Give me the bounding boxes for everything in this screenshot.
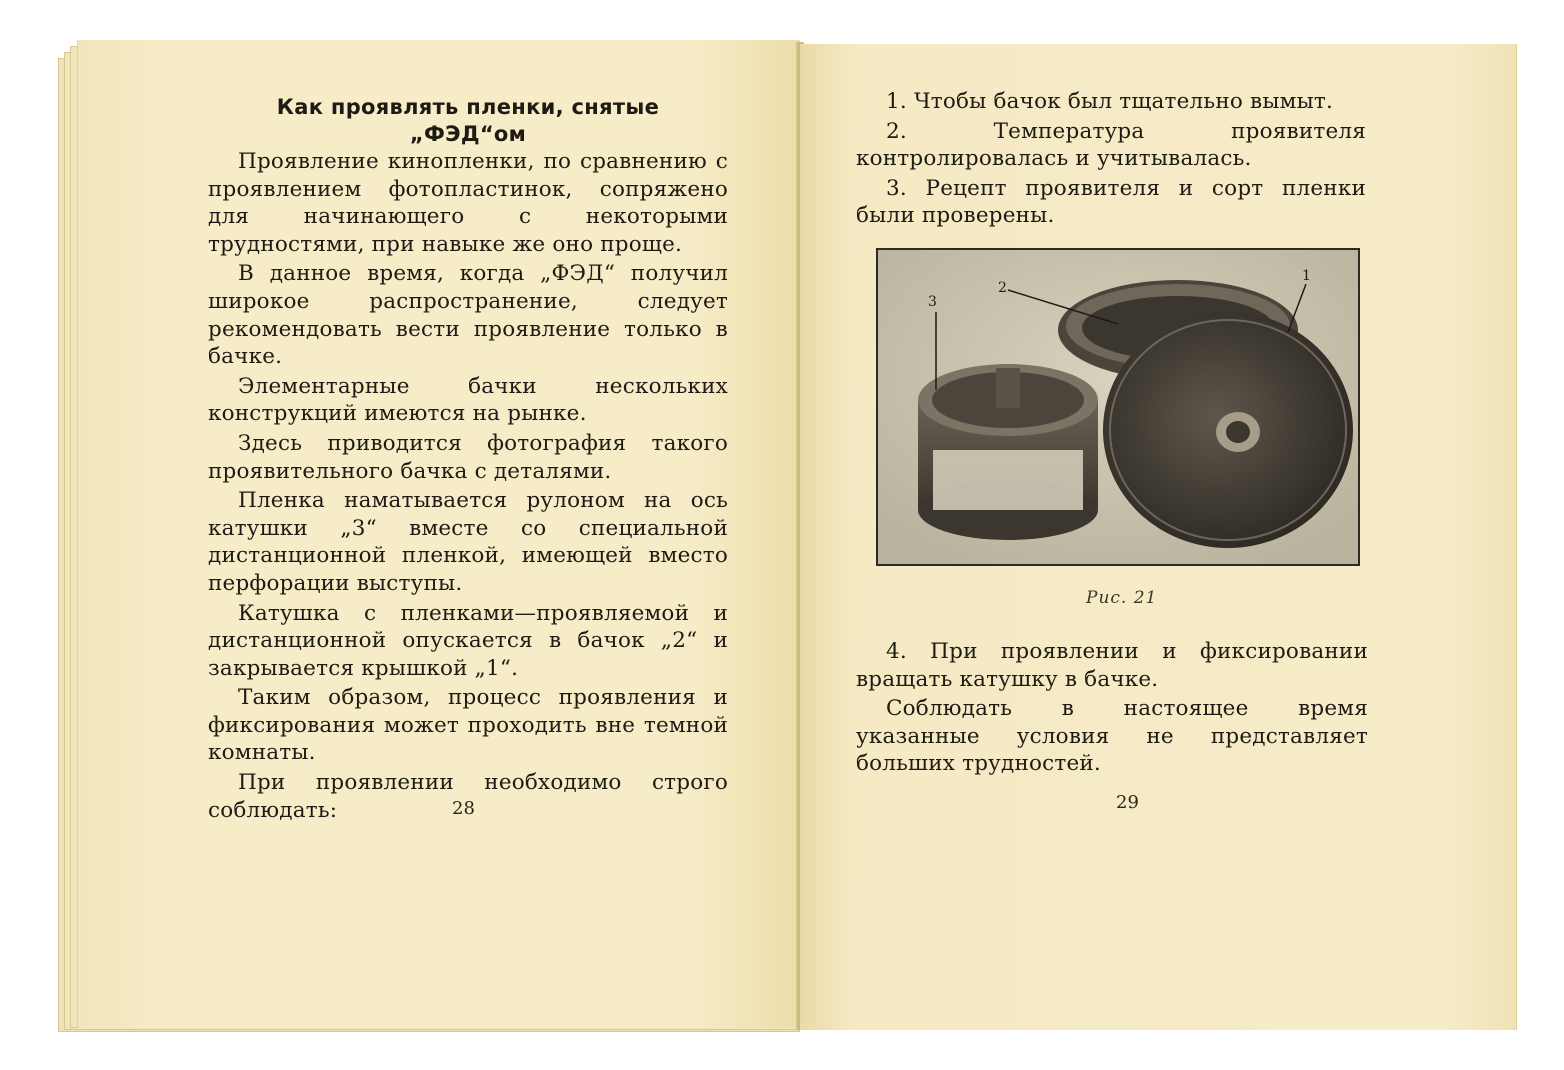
- right-page: [800, 44, 1516, 1030]
- right-page-lower-text: [856, 638, 1368, 780]
- paragraph: Проявление кинопленки, по сравнению с проявлением фотопластинок, сопряжено для начинающего с некоторыми трудностями, при навыке же оно проще.: [208, 149, 728, 257]
- right-page-list: [856, 88, 1366, 232]
- paragraph: В данное время, когда „ФЭД“ получил широкое распространение, следует рекомендовать вести проявление только в бачке.: [208, 261, 728, 370]
- developing-tank-image: [878, 250, 1358, 564]
- figure-label-2: 2: [998, 280, 1007, 296]
- paragraph: Соблюдать в настоящее время указанные условия не представляет больших трудностей.: [856, 696, 1368, 777]
- paragraph: Элементарные бачки нескольких конструкций имеются на рынке.: [208, 373, 728, 427]
- paragraph: Катушка с пленками—проявляемой и дистанционной опускается в бачок „2“ и закрывается крышкой „1“.: [208, 600, 728, 681]
- paragraph: При проявлении необходимо строго соблюдать:: [208, 770, 728, 823]
- list-item: 1. Чтобы бачок был тщательно вымыт.: [886, 89, 1334, 114]
- figure-photo: [876, 248, 1360, 566]
- title-line-2: „ФЭД“ом: [409, 122, 527, 146]
- figure-label-1: 1: [1302, 268, 1311, 284]
- title-line-1: Как проявлять пленки, снятые: [276, 95, 660, 119]
- paragraph: Здесь приводится фотография такого проявительного бачка с деталями.: [208, 430, 728, 484]
- paragraph: Таким образом, процесс проявления и фиксирования может проходить вне темной комнаты.: [208, 685, 728, 766]
- paragraph: Пленка наматывается рулоном на ось катушки „3“ вместе со специальной дистанционной пленкой, имеющей вместо перфорации выступы.: [208, 488, 728, 596]
- list-item: 2. Температура проявителя контролировалась и учитывалась.: [856, 118, 1366, 172]
- page-number: 29: [1116, 792, 1139, 813]
- paragraph: 4. При проявлении и фиксировании вращать катушку в бачке.: [856, 639, 1368, 692]
- left-page-text: [208, 94, 728, 826]
- page-title: [208, 94, 728, 148]
- figure-label-3: 3: [928, 294, 937, 310]
- left-page: [78, 40, 800, 1028]
- page-number: 28: [452, 798, 475, 819]
- figure-caption: Рис. 21: [1086, 588, 1158, 608]
- list-item: 3. Рецепт проявителя и сорт пленки были проверены.: [856, 175, 1366, 229]
